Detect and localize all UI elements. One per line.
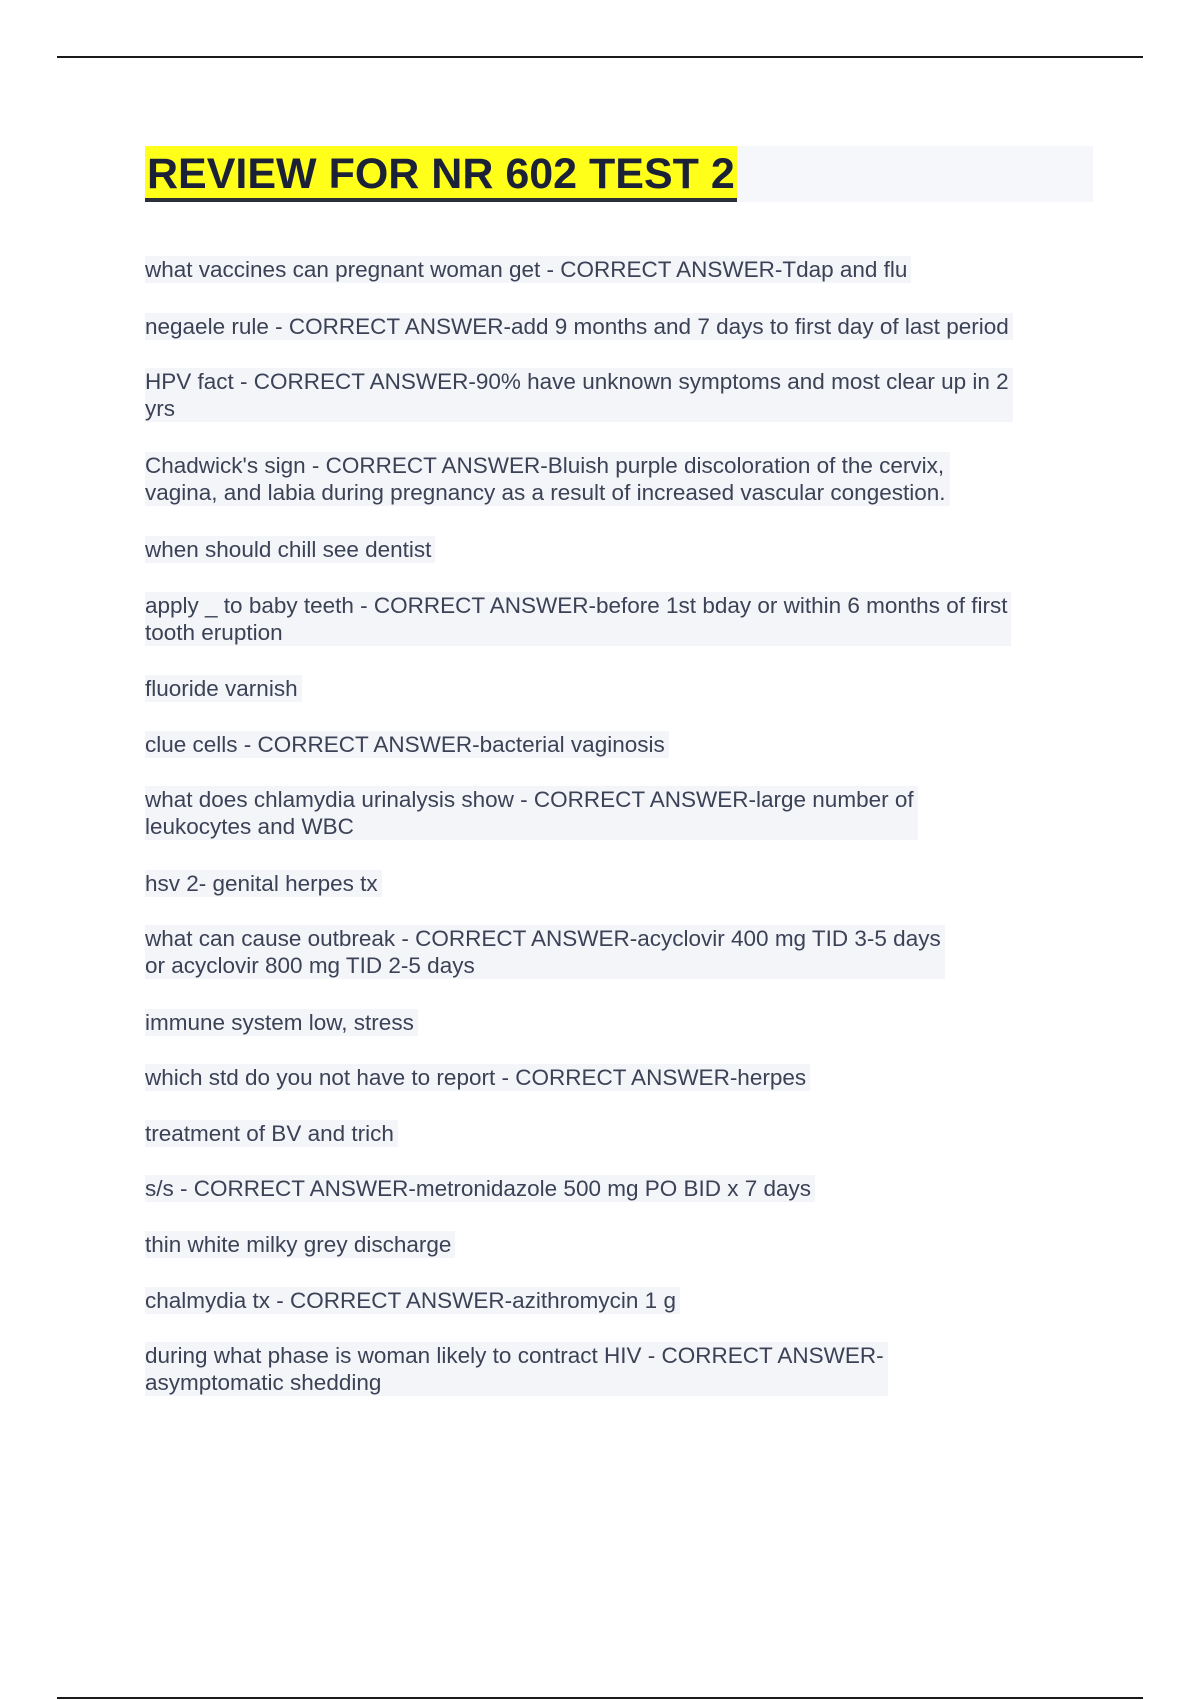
qa-entry: fluoride varnish xyxy=(145,675,302,702)
qa-entry: Chadwick's sign - CORRECT ANSWER-Bluish purple discoloration of the cervix, vagina, and labia during pregnancy as a result of increased vascular congestion. xyxy=(145,452,950,506)
qa-entry: hsv 2- genital herpes tx xyxy=(145,870,382,897)
document-title: REVIEW FOR NR 602 TEST 2 xyxy=(145,146,737,202)
qa-entry: which std do you not have to report - CORRECT ANSWER-herpes xyxy=(145,1064,810,1091)
qa-entry: treatment of BV and trich xyxy=(145,1120,398,1147)
qa-entry: HPV fact - CORRECT ANSWER-90% have unknown symptoms and most clear up in 2 yrs xyxy=(145,368,1013,422)
qa-entry: what does chlamydia urinalysis show - CORRECT ANSWER-large number of leukocytes and WBC xyxy=(145,786,918,840)
qa-entry: thin white milky grey discharge xyxy=(145,1231,455,1258)
bottom-rule xyxy=(57,1697,1143,1699)
qa-entry: clue cells - CORRECT ANSWER-bacterial vaginosis xyxy=(145,731,669,758)
qa-entry: during what phase is woman likely to contract HIV - CORRECT ANSWER- asymptomatic shedding xyxy=(145,1342,888,1396)
qa-entry: when should chill see dentist xyxy=(145,536,435,563)
qa-entry: immune system low, stress xyxy=(145,1009,418,1036)
qa-entry: apply _ to baby teeth - CORRECT ANSWER-before 1st bday or within 6 months of first tooth eruption xyxy=(145,592,1011,646)
qa-entry: negaele rule - CORRECT ANSWER-add 9 months and 7 days to first day of last period xyxy=(145,313,1013,340)
qa-entry: what vaccines can pregnant woman get - CORRECT ANSWER-Tdap and flu xyxy=(145,256,911,283)
top-rule xyxy=(57,56,1143,58)
qa-entry: chalmydia tx - CORRECT ANSWER-azithromycin 1 g xyxy=(145,1287,680,1314)
qa-entry: s/s - CORRECT ANSWER-metronidazole 500 mg PO BID x 7 days xyxy=(145,1175,815,1202)
qa-entry: what can cause outbreak - CORRECT ANSWER-acyclovir 400 mg TID 3-5 days or acyclovir 800 mg TID 2-5 days xyxy=(145,925,945,979)
